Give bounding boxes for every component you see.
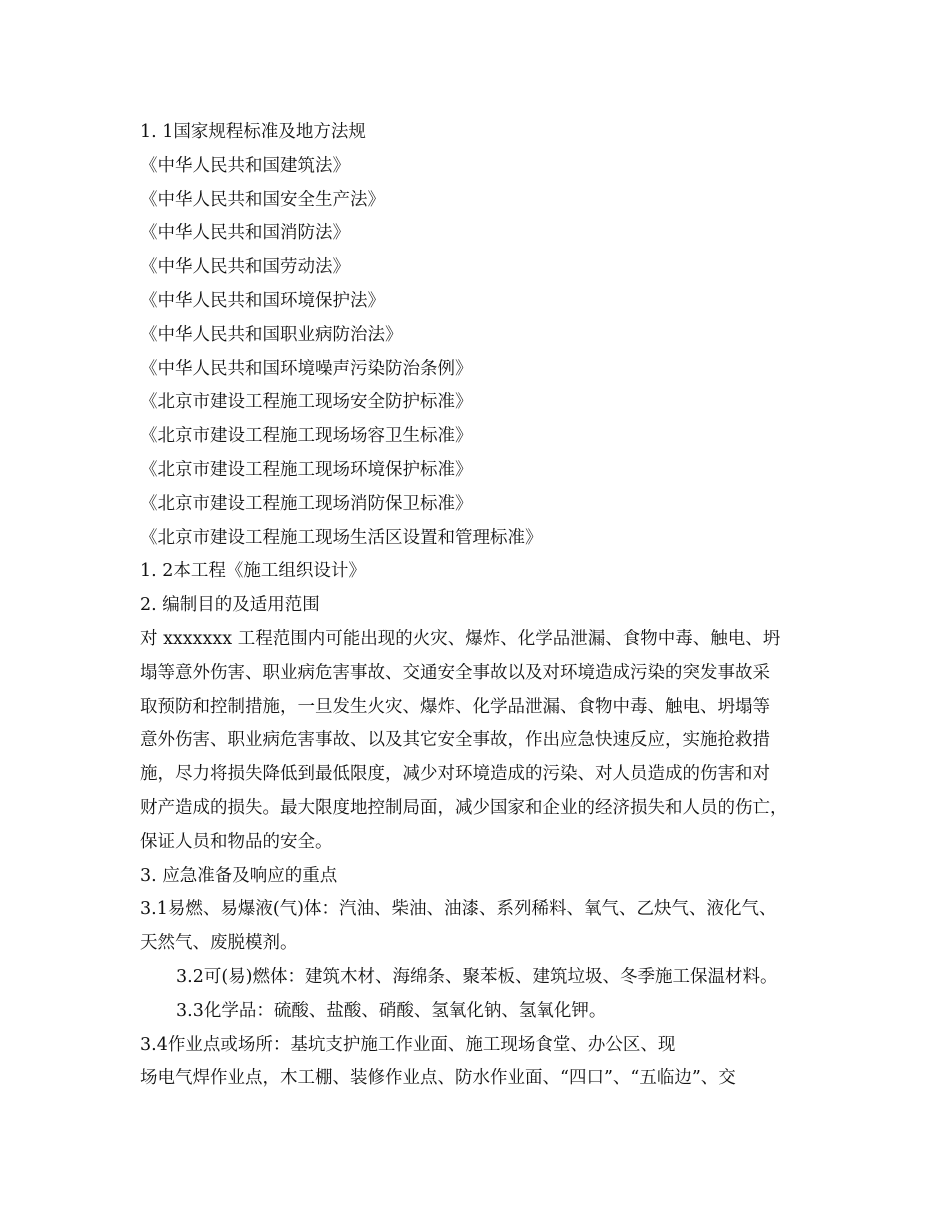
purpose-paragraph-line: 保证人员和物品的安全。 [140,831,333,852]
purpose-paragraph-line: 塌等意外伤害、职业病危害事故、交通安全事故以及对环境造成污染的突发事故采 [140,662,770,683]
section-1-1-heading: 1. 1国家规程标准及地方法规 [140,122,366,142]
purpose-paragraph-line: 对 xxxxxxx 工程范围内可能出现的火灾、爆炸、化学品泄漏、食物中毒、触电、坍 [140,628,781,649]
item-3-4-continued: 场电气焊作业点，木工棚、装修作业点、防水作业面、“四口”、“五临边”、交 [140,1068,736,1089]
regulation-item: 《中华人民共和国环境噪声污染防治条例》 [140,358,473,379]
regulation-item: 《北京市建设工程施工现场场容卫生标准》 [140,426,473,447]
regulation-item: 《中华人民共和国安全生产法》 [140,189,385,210]
regulation-item: 《北京市建设工程施工现场生活区设置和管理标准》 [140,527,543,548]
item-3-3: 3.3化学品：硫酸、盐酸、硝酸、氢氧化钠、氢氧化钾。 [176,1000,607,1021]
section-3-heading: 3. 应急准备及响应的重点 [140,865,338,886]
regulation-item: 《北京市建设工程施工现场环境保护标准》 [140,459,473,480]
regulation-item: 《中华人民共和国劳动法》 [140,257,350,278]
section-1-2-heading: 1. 2本工程《施工组织设计》 [140,561,366,582]
purpose-paragraph-line: 取预防和控制措施，一旦发生火灾、爆炸、化学品泄漏、食物中毒、触电、坍塌等 [140,696,770,717]
regulation-item: 《北京市建设工程施工现场消防保卫标准》 [140,493,473,514]
item-3-1-line: 天然气、废脱模剂。 [140,933,298,954]
purpose-paragraph-line: 意外伤害、职业病危害事故、以及其它安全事故，作出应急快速反应，实施抢救措 [140,730,770,751]
regulation-item: 《北京市建设工程施工现场安全防护标准》 [140,392,473,413]
item-3-1-line: 3.1易燃、易爆液(气)体：汽油、柴油、油漆、系列稀料、氧气、乙炔气、液化气、 [140,899,777,920]
regulation-item: 《中华人民共和国建筑法》 [140,155,350,176]
item-3-4: 3.4作业点或场所：基坑支护施工作业面、施工现场食堂、办公区、现 [140,1034,676,1055]
regulation-item: 《中华人民共和国环境保护法》 [140,290,385,311]
section-2-heading: 2. 编制目的及适用范围 [140,595,320,616]
regulation-item: 《中华人民共和国职业病防治法》 [140,324,403,345]
item-3-2: 3.2可(易)燃体：建筑木材、海绵条、聚苯板、建筑垃圾、冬季施工保温材料。 [176,966,778,987]
document-body [140,116,830,1096]
regulation-item: 《中华人民共和国消防法》 [140,223,350,244]
purpose-paragraph-line: 施，尽力将损失降低到最低限度，减少对环境造成的污染、对人员造成的伤害和对 [140,764,770,785]
purpose-paragraph-line: 财产造成的损失。最大限度地控制局面，减少国家和企业的经济损失和人员的伤亡， [140,797,788,818]
